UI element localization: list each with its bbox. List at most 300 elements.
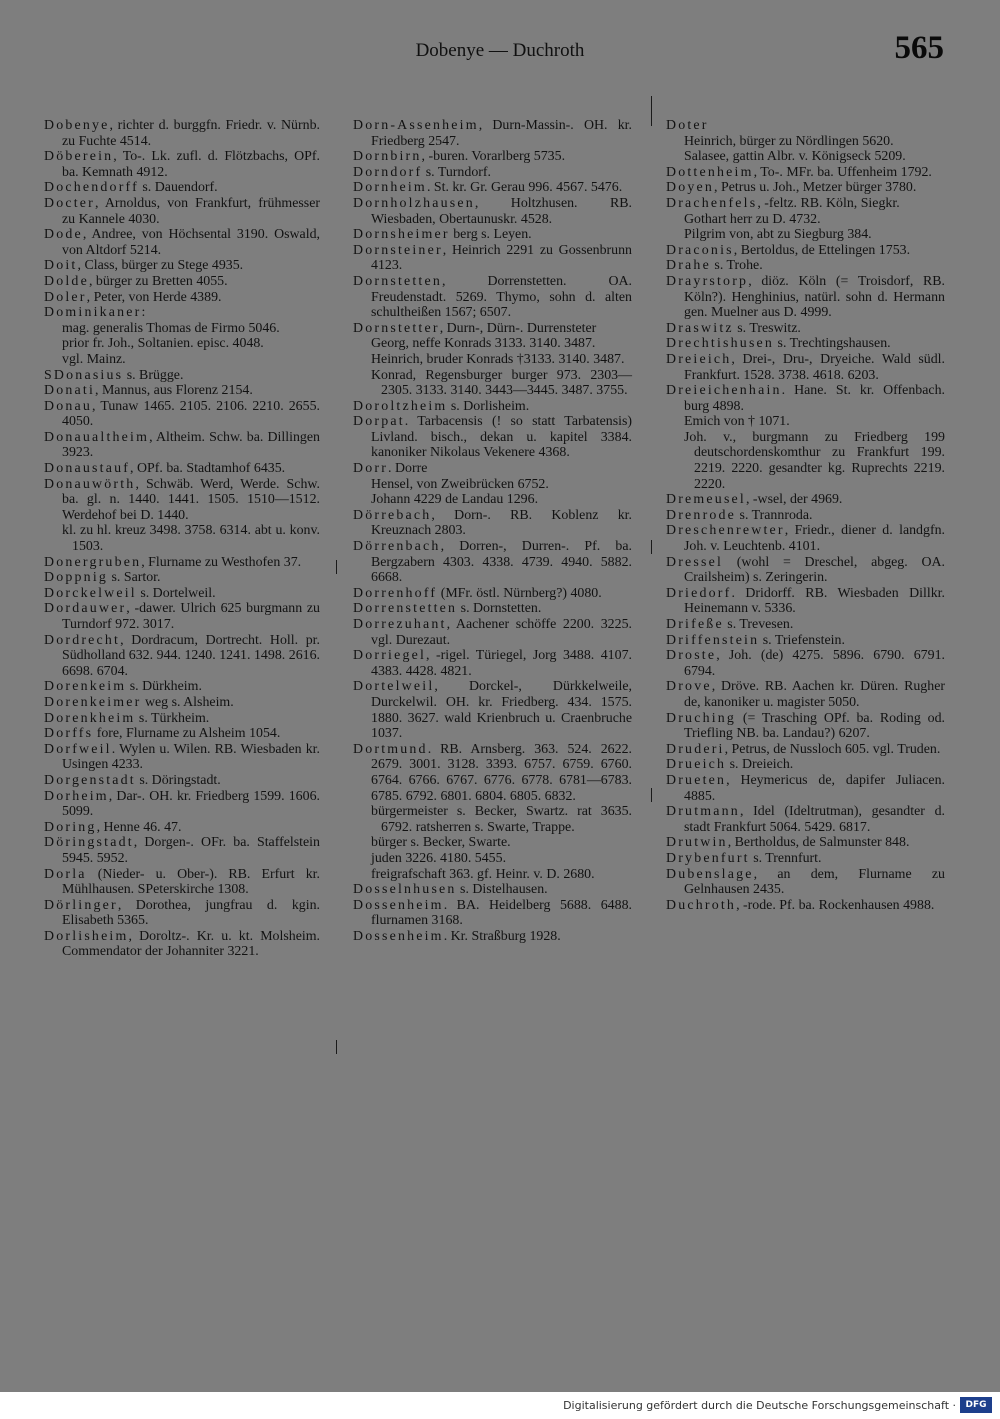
entry-headword: Doter — [666, 118, 709, 133]
entry-text: , Altheim. Schw. ba. Dillingen 3923. — [62, 429, 320, 461]
index-entry — [44, 399, 320, 430]
index-subentry — [353, 352, 632, 368]
entry-text: Johann 4229 de Landau 1296. — [371, 492, 539, 508]
entry-headword: Doring — [44, 819, 97, 835]
index-entry — [666, 118, 945, 134]
entry-text: , Drei-, Dru-, Dryeiche. Wald südl. Frankfurt. 1528. 3738. 4618. 6203. — [684, 351, 945, 383]
entry-text: , -dawer. Ulrich 625 burgmann zu Turndorf 972. 3017. — [62, 601, 320, 632]
index-entry — [666, 243, 945, 259]
entry-text: s. Dornstetten. — [457, 601, 542, 617]
entry-text: s. Dortelweil. — [136, 585, 216, 601]
entry-text: , Friedr., diener d. landgfn. Joh. v. Leuchtenb. 4101. — [684, 523, 945, 555]
index-entry — [666, 773, 945, 804]
entry-text: , -wsel, der 4969. — [745, 492, 843, 508]
index-subentry — [353, 477, 632, 493]
column-rule-left — [336, 560, 337, 574]
entry-headword: Drybenfurt — [666, 850, 750, 866]
index-entry — [44, 274, 320, 290]
index-entry — [44, 742, 320, 773]
index-entry — [666, 867, 945, 898]
entry-headword: Drifeße — [666, 617, 724, 632]
entry-text: Konrad, Regensburger burger 973. 2303—2305. 3133. 3140. 3443—3445. 3487. 3755. — [371, 367, 632, 399]
entry-text: . Tarbacensis (! so statt Tarbatensis) Livland. bisch., dekan u. kapitel 3384. kanoniker Nikolaus Vekenere 4368. — [371, 414, 632, 461]
entry-headword: Dorrenhoff — [353, 585, 438, 601]
entry-headword: Dorffs — [44, 726, 94, 742]
entry-text: , -buren. Vorarlberg 5735. — [421, 149, 566, 165]
entry-text: . Dridorff. RB. Wiesbaden Dillkr. Heinemann v. 5336. — [684, 585, 945, 617]
entry-text: prior fr. Joh., Soltanien. episc. 4048. — [62, 336, 264, 352]
index-entry — [44, 430, 320, 461]
index-entry — [353, 461, 632, 477]
entry-headword: Drueich — [666, 757, 727, 773]
entry-headword: Dreschenrewter — [666, 523, 785, 539]
entry-headword: Dorndorf — [353, 164, 423, 180]
entry-text: , an dem, Flurname zu Gelnhausen 2435. — [684, 866, 945, 898]
column-rule-right — [651, 96, 652, 126]
index-entry — [666, 196, 945, 212]
entry-headword: Dobenye — [44, 118, 110, 133]
entry-headword: Dremeusel — [666, 492, 746, 508]
entry-headword: Drueten — [666, 772, 727, 788]
index-entry — [44, 149, 320, 180]
entry-text: s. Brügge. — [123, 367, 184, 383]
entry-text: s. Sartor. — [108, 570, 161, 586]
index-entry — [44, 929, 320, 960]
index-entry — [666, 586, 945, 617]
index-entry — [666, 851, 945, 867]
entry-headword: Donaustauf — [44, 461, 131, 477]
entry-headword: Dorfweil — [44, 741, 112, 757]
entry-text: , Durn-Massin-. OH. kr. Friedberg 2547. — [371, 118, 632, 149]
index-entry — [44, 633, 320, 680]
index-entry — [666, 165, 945, 181]
entry-headword: Dreieich — [666, 351, 732, 367]
entry-text: , Dorothea, jungfrau d. kgin. Elisabeth 5365. — [62, 897, 320, 929]
index-entry — [44, 461, 320, 477]
entry-headword: Dörrebach — [353, 507, 432, 523]
entry-headword: Druching — [666, 710, 737, 726]
entry-text: juden 3226. 4180. 5455. — [371, 850, 507, 866]
index-entry — [44, 835, 320, 866]
index-entry — [353, 508, 632, 539]
index-entry — [666, 321, 945, 337]
entry-text: weg s. Alsheim. — [141, 694, 234, 710]
entry-text: . St. kr. Gr. Gerau 996. 4567. 5476. — [426, 180, 623, 196]
index-entry — [353, 149, 632, 165]
index-entry — [44, 773, 320, 789]
index-subentry — [353, 368, 632, 399]
entry-text: , Petrus, de Nussloch 605. vgl. Truden. — [724, 741, 941, 757]
entry-text: , Dordracum, Dortrecht. Holl. pr. Südholland 632. 944. 1240. 1241. 1498. 2616. 6698. 6704. — [62, 632, 320, 679]
index-entry — [666, 711, 945, 742]
entry-text: s. Döringstadt. — [135, 772, 221, 788]
index-subentry — [44, 352, 320, 368]
index-entry — [353, 227, 632, 243]
entry-headword: Doppnig — [44, 570, 109, 586]
entry-text: Emich von † 1071. — [684, 414, 790, 430]
index-entry — [44, 789, 320, 820]
index-entry — [44, 867, 320, 898]
entry-headword: Dottenheim — [666, 164, 754, 180]
entry-text: , bürger zu Bretten 4055. — [88, 273, 228, 289]
index-entry — [666, 617, 945, 633]
entry-text: , Bertholdus, de Salmunster 848. — [727, 835, 910, 851]
entry-text: (= Trasching OPf. ba. Roding od. Triefling NB. ba. Landau?) 6207. — [684, 710, 945, 742]
index-entry — [353, 601, 632, 617]
index-entry — [666, 555, 945, 586]
entry-text: s. Trohe. — [710, 258, 763, 274]
entry-text: s. Trevesen. — [723, 617, 794, 632]
index-entry — [353, 399, 632, 415]
entry-headword: Draconis — [666, 242, 734, 258]
entry-text: (wohl = Dreschel, abgeg. OA. Crailsheim) s. Zeringerin. — [684, 554, 945, 586]
index-entry — [44, 695, 320, 711]
entry-headword: Dorpat — [353, 414, 405, 430]
entry-headword: Dornheim — [353, 180, 427, 196]
index-entry — [44, 180, 320, 196]
entry-headword: Dortelweil — [353, 679, 435, 695]
index-entry — [666, 648, 945, 679]
index-entry — [666, 757, 945, 773]
entry-headword: Donergruben — [44, 554, 142, 570]
index-entry — [353, 539, 632, 586]
entry-headword: Drahe — [666, 258, 711, 274]
index-entry — [44, 290, 320, 306]
entry-text: . Hane. St. kr. Offenbach. burg 4898. — [684, 383, 945, 414]
entry-text: , Aachener schöffe 2200. 3225. vgl. Durezaut. — [371, 617, 632, 648]
entry-text: , -rigel. Türiegel, Jorg 3488. 4107. 4383. 4428. 4821. — [371, 648, 632, 679]
entry-text: , Henne 46. 47. — [96, 819, 182, 835]
entry-text: , Class, bürger zu Stege 4935. — [77, 258, 244, 274]
entry-text: s. Trennfurt. — [749, 850, 822, 866]
index-entry — [44, 477, 320, 524]
entry-headword: Dossenheim — [353, 928, 444, 944]
index-entry — [44, 711, 320, 727]
index-subentry — [353, 336, 632, 352]
index-entry — [353, 742, 632, 804]
column-middle — [353, 118, 632, 944]
entry-text: s. Dorlisheim. — [447, 398, 530, 414]
index-subentry — [666, 149, 945, 165]
index-entry — [44, 196, 320, 227]
entry-text: bürger s. Becker, Swarte. — [371, 835, 511, 851]
entry-headword: Dorenkeim — [44, 679, 127, 695]
entry-text: Pilgrim von, abt zu Siegburg 384. — [684, 227, 872, 243]
entry-text: , To-. Lk. zufl. d. Flötzbachs, OPf. ba. Kemnath 4912. — [62, 149, 320, 180]
entry-headword: Driffenstein — [666, 632, 760, 648]
entry-text: Salasee, gattin Albr. v. Königseck 5209. — [684, 149, 906, 165]
index-entry — [353, 648, 632, 679]
entry-text: (Nieder- u. Ober-). RB. Erfurt kr. Mühlhausen. SPeterskirche 1308. — [62, 866, 320, 898]
entry-headword: Duchroth — [666, 897, 737, 913]
entry-text: Heinrich, bruder Konrads †3133. 3140. 3487. — [371, 351, 625, 367]
index-entry — [666, 508, 945, 524]
index-entry — [666, 383, 945, 414]
footer-credit: Digitalisierung gefördert durch die Deutsche Forschungsgemeinschaft · — [563, 1399, 956, 1412]
index-entry — [666, 835, 945, 851]
entry-text: . Kr. Straßburg 1928. — [443, 928, 561, 944]
entry-text: s. Distelhausen. — [456, 882, 548, 898]
entry-headword: Donati — [44, 383, 96, 399]
index-entry — [353, 679, 632, 741]
entry-text: , Heymericus de, dapifer Juliacen. 4885. — [684, 772, 945, 804]
entry-headword: Dornholzhausen — [353, 195, 475, 211]
entry-headword: Dorgenstadt — [44, 772, 136, 788]
entry-text: . BA. Heidelberg 5688. 6488. flurnamen 3168. — [371, 897, 632, 929]
entry-headword: SDonasius — [44, 367, 124, 383]
entry-text: , Peter, von Herde 4389. — [86, 289, 222, 305]
index-entry — [353, 165, 632, 181]
index-entry — [44, 305, 320, 321]
index-subentry — [353, 867, 632, 883]
index-entry — [666, 352, 945, 383]
entry-text: bürgermeister s. Becker, Swartz. rat 3635. 6792. ratsherren s. Swarte, Trappe. — [371, 804, 632, 835]
entry-text: , Heinrich 2291 zu Gossenbrunn 4123. — [371, 242, 632, 274]
entry-text: Joh. v., burgmann zu Friedberg 199 deutschordenskomthur zu Frankfurt 199. 2219. 2220. gesandter kg. Ruprechts 2219. 2220. — [684, 429, 945, 492]
index-entry — [666, 804, 945, 835]
index-entry — [353, 882, 632, 898]
entry-text: , To-. MFr. ba. Uffenheim 1792. — [753, 164, 932, 180]
index-entry — [353, 321, 632, 337]
index-entry — [353, 617, 632, 648]
index-subentry — [353, 804, 632, 835]
entry-headword: Dorenkeimer — [44, 694, 142, 710]
entry-headword: Dornstetten — [353, 273, 443, 289]
index-entry — [666, 336, 945, 352]
entry-text: freigrafschaft 363. gf. Heinr. v. D. 2680. — [371, 866, 595, 882]
entry-text: , Petrus u. Joh., Metzer bürger 3780. — [714, 180, 917, 196]
index-entry — [44, 118, 320, 149]
entry-headword: Docter — [44, 195, 95, 211]
entry-text: s. Treswitz. — [733, 320, 801, 336]
index-subentry — [666, 134, 945, 150]
entry-text: Hensel, von Zweibrücken 6752. — [371, 476, 549, 492]
entry-text: s. Dauendorf. — [138, 180, 218, 196]
entry-text: , Durn-, Dürn-. Durrensteter — [439, 320, 597, 336]
entry-text: , Schwäb. Werd, Werde. Schw. ba. gl. n. 1440. 1441. 1505. 1510—1512. Werdehof bei D. 1440. — [62, 476, 320, 523]
entry-text: . Dorre — [388, 461, 428, 477]
column-rule-left — [336, 1040, 337, 1054]
entry-headword: Dreieichenhain — [666, 383, 782, 399]
index-subentry — [353, 851, 632, 867]
column-rule-right — [651, 540, 652, 554]
index-entry — [353, 243, 632, 274]
index-entry — [44, 383, 320, 399]
entry-headword: Dornstetter — [353, 320, 440, 336]
index-entry — [353, 929, 632, 945]
entry-headword: Donaualtheim — [44, 429, 150, 445]
entry-headword: Dorr — [353, 461, 389, 477]
index-subentry — [44, 336, 320, 352]
entry-headword: Dornbirn — [353, 149, 422, 165]
entry-text: , Holtzhusen. RB. Wiesbaden, Obertaunuskr. 4528. — [371, 195, 632, 227]
entry-headword: Doroltzheim — [353, 398, 448, 414]
index-entry — [44, 586, 320, 602]
index-entry — [353, 118, 632, 149]
entry-headword: Drenrode — [666, 507, 737, 523]
entry-headword: Drayrstorp — [666, 273, 749, 289]
entry-headword: Druderi — [666, 741, 725, 757]
index-subentry — [666, 414, 945, 430]
entry-text: . Wylen u. Wilen. RB. Wiesbaden kr. Usingen 4233. — [62, 741, 320, 773]
entry-headword: Dochendorff — [44, 180, 139, 196]
index-subentry — [44, 321, 320, 337]
entry-headword: Dossenheim — [353, 897, 444, 913]
entry-headword: Drutwin — [666, 835, 728, 851]
entry-headword: Doler — [44, 289, 87, 305]
entry-text: , Arnoldus, von Frankfurt, frühmesser zu Kannele 4030. — [62, 195, 320, 227]
entry-headword: Dorla — [44, 866, 87, 882]
entry-headword: Dubenslage — [666, 866, 754, 882]
entry-headword: Dosselnhusen — [353, 882, 457, 898]
index-entry — [44, 555, 320, 571]
entry-headword: Donauwörth — [44, 476, 136, 492]
entry-text: vgl. Mainz. — [62, 351, 126, 367]
index-entry — [666, 180, 945, 196]
entry-headword: Drachenfels — [666, 195, 758, 211]
index-entry — [353, 898, 632, 929]
entry-headword: Dorheim — [44, 788, 109, 804]
entry-text: , Dar-. OH. kr. Friedberg 1599. 1606. 5099. — [62, 788, 320, 820]
entry-headword: Döringstadt — [44, 835, 134, 851]
index-entry — [353, 180, 632, 196]
entry-text: (MFr. östl. Nürnberg?) 4080. — [437, 585, 602, 601]
index-subentry — [44, 523, 320, 554]
entry-headword: Dorrezuhant — [353, 617, 447, 632]
index-subentry — [666, 212, 945, 228]
footer-bar — [0, 1392, 1000, 1419]
dfg-logo: DFG — [960, 1397, 992, 1413]
entry-text: , Andree, von Höchsental 3190. Oswald, von Altdorf 5214. — [62, 227, 320, 258]
entry-text: s. Türkheim. — [135, 710, 210, 726]
entry-headword: Doyen — [666, 180, 715, 196]
entry-headword: Dorrenstetten — [353, 601, 458, 617]
column-right — [666, 118, 945, 913]
entry-text: , Dorgen-. OFr. ba. Staffelstein 5945. 5952. — [62, 835, 320, 866]
index-entry — [666, 258, 945, 274]
entry-text: : — [141, 305, 146, 321]
entry-text: s. Trechtingshausen. — [774, 336, 891, 352]
entry-text: s. Triefenstein. — [759, 632, 845, 648]
entry-text: , Flurname zu Westhofen 37. — [141, 554, 302, 570]
index-entry — [666, 742, 945, 758]
entry-text: , Joh. (de) 4275. 5896. 6790. 6791. 6794. — [684, 648, 945, 679]
entry-text: , Dröve. RB. Aachen kr. Düren. Rugher de, kanoniker u. magister 5050. — [684, 679, 945, 710]
entry-text: , Dorren-, Durren-. Pf. ba. Bergzabern 4303. 4338. 4739. 4940. 5882. 6668. — [371, 539, 632, 586]
index-entry — [44, 679, 320, 695]
entry-text: , Idel (Ideltrutman), gesandter d. stadt Frankfurt 5064. 5429. 6817. — [684, 804, 945, 835]
entry-headword: Dressel — [666, 554, 724, 570]
index-entry — [353, 196, 632, 227]
entry-text: s. Dürkheim. — [126, 679, 202, 695]
index-subentry — [353, 835, 632, 851]
index-subentry — [666, 227, 945, 243]
column-left — [44, 118, 320, 960]
index-entry — [353, 586, 632, 602]
entry-text: . RB. Arnsberg. 363. 524. 2622. 2679. 3001. 3128. 3393. 6757. 6759. 6760. 6764. 6766. 6767. 6776. 6778. 6781—6783. 6785. 6792. 6801. 6804. 6805. 6832. — [371, 741, 632, 804]
entry-text: , Doroltz-. Kr. u. kt. Molsheim. Commendator der Johanniter 3221. — [62, 928, 320, 960]
entry-headword: Dode — [44, 227, 83, 243]
index-entry — [666, 492, 945, 508]
entry-text: , diöz. Köln (= Troisdorf, RB. Köln?). Henghinius, natürl. sohn d. Hermann gen. Muelner aus D. 4999. — [684, 273, 945, 321]
entry-headword: Dolde — [44, 273, 89, 289]
index-entry — [666, 633, 945, 649]
entry-text: kl. zu hl. kreuz 3498. 3758. 6314. abt u. konv. 1503. — [62, 523, 320, 555]
entry-headword: Doit — [44, 258, 78, 274]
entry-text: Georg, neffe Konrads 3133. 3140. 3487. — [371, 336, 596, 352]
entry-text: , Dorckel-, Dürkkelweile, Durckelwil. OH. kr. Friedberg. 434. 1575. 1880. 3627. wald Krienbruch u. Craenbruche 1037. — [371, 679, 632, 742]
entry-text: , Dorrenstetten. OA. Freudenstadt. 5269. Thymo, sohn d. alten schultheißen 1567; 6507. — [371, 273, 632, 321]
entry-headword: Draswitz — [666, 320, 734, 336]
entry-text: Gothart herr zu D. 4732. — [684, 211, 821, 227]
running-header: Dobenye — Duchroth — [415, 40, 585, 61]
entry-headword: Dorckelweil — [44, 585, 137, 601]
entry-text: s. Trannroda. — [736, 507, 813, 523]
entry-headword: Driedorf — [666, 585, 732, 601]
index-entry — [666, 274, 945, 321]
index-entry — [44, 227, 320, 258]
entry-headword: Drechtishusen — [666, 336, 775, 352]
entry-headword: Dordrecht — [44, 632, 121, 648]
index-entry — [666, 898, 945, 914]
index-entry — [44, 898, 320, 929]
entry-headword: Drove — [666, 679, 712, 695]
entry-text: Heinrich, bürger zu Nördlingen 5620. — [684, 133, 894, 149]
entry-text: , -rode. Pf. ba. Rockenhausen 4988. — [736, 897, 935, 913]
entry-headword: Dornsheimer — [353, 227, 450, 243]
index-entry — [44, 258, 320, 274]
index-subentry — [353, 492, 632, 508]
entry-text: berg s. Leyen. — [449, 227, 532, 243]
entry-text: , Bertoldus, de Ettelingen 1753. — [733, 242, 911, 258]
entry-headword: Döberein — [44, 149, 114, 165]
entry-headword: Dorenkheim — [44, 710, 136, 726]
index-entry — [44, 368, 320, 384]
entry-headword: Drutmann — [666, 804, 740, 820]
entry-headword: Dörrenbach — [353, 539, 441, 555]
entry-headword: Dornsteiner — [353, 242, 443, 258]
column-rule-right — [651, 788, 652, 802]
page-number: 565 — [894, 30, 944, 66]
index-entry — [44, 601, 320, 632]
entry-text: , Mannus, aus Florenz 2154. — [95, 383, 253, 399]
index-entry — [666, 679, 945, 710]
index-entry — [44, 820, 320, 836]
index-entry — [353, 274, 632, 321]
entry-headword: Droste — [666, 648, 717, 664]
index-entry — [666, 523, 945, 554]
entry-text: s. Turndorf. — [422, 164, 491, 180]
entry-text: mag. generalis Thomas de Firmo 5046. — [62, 320, 280, 336]
entry-text: , richter d. burggfn. Friedr. v. Nürnb. zu Fuchte 4514. — [62, 118, 320, 149]
entry-headword: Dordauwer — [44, 601, 127, 617]
entry-headword: Dortmund — [353, 741, 428, 757]
entry-text: s. Dreieich. — [726, 757, 794, 773]
entry-text: , -feltz. RB. Köln, Siegkr. — [757, 195, 900, 211]
index-entry — [353, 414, 632, 461]
entry-headword: Dörlinger — [44, 897, 118, 913]
entry-text: , Dorn-. RB. Koblenz kr. Kreuznach 2803. — [371, 507, 632, 539]
entry-text: , OPf. ba. Stadtamhof 6435. — [130, 461, 286, 477]
entry-text: , Tunaw 1465. 2105. 2106. 2210. 2655. 4050. — [62, 398, 320, 430]
entry-headword: Dominikaner — [44, 305, 142, 321]
entry-headword: Dorriegel — [353, 648, 427, 664]
entry-headword: Dorn-Assenheim — [353, 118, 479, 133]
entry-headword: Dorlisheim — [44, 928, 129, 944]
index-subentry — [666, 430, 945, 492]
index-entry — [44, 726, 320, 742]
entry-text: fore, Flurname zu Alsheim 1054. — [93, 726, 281, 742]
